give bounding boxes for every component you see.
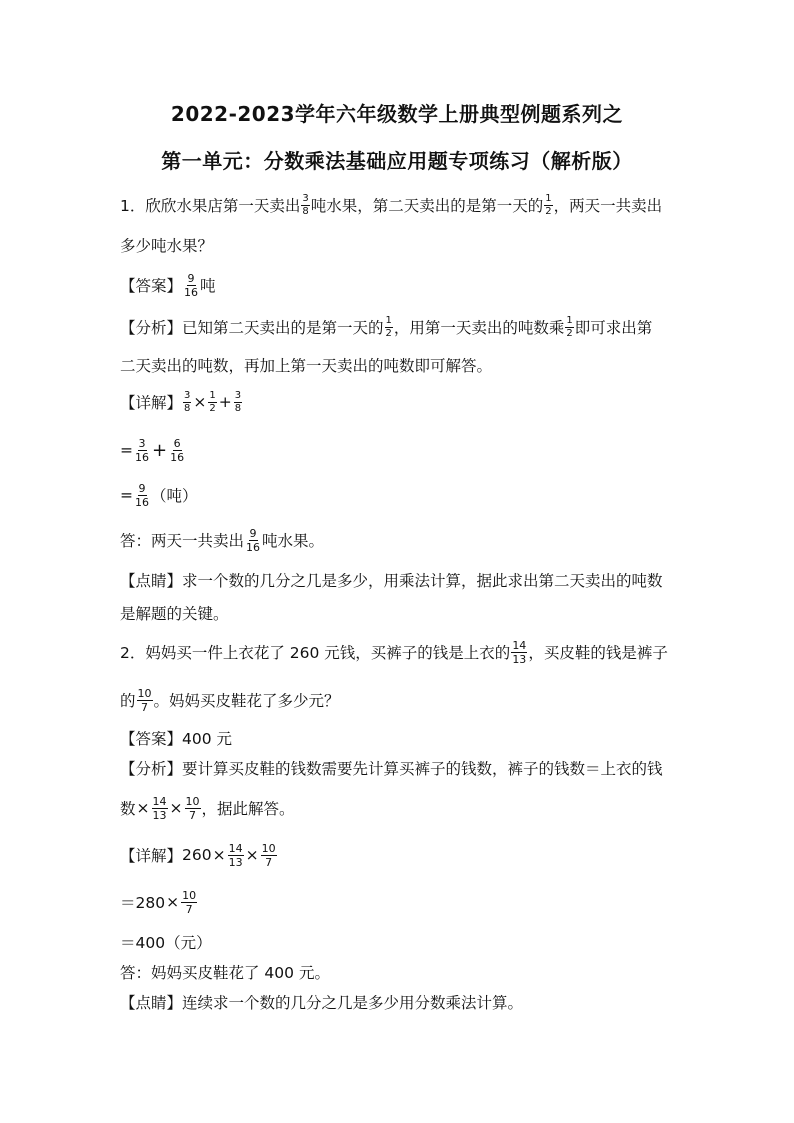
q2-answer-label: 【答案】 [120, 730, 183, 748]
q2-point [120, 982, 523, 1022]
q1-detail-times: × [193, 393, 207, 411]
q2-step2-fraction: $\frac{10}{7}$ [182, 888, 197, 916]
q2-answer-text: 400 元 [182, 730, 233, 748]
q1-step2-fraction-1: $\frac{3}{16}$ [135, 436, 149, 464]
q2-step3: ＝400（元） [120, 934, 212, 952]
page-title-line1: 2022-2023学年六年级数学上册典型例题系列之 [170, 102, 624, 126]
page-title-line2: 第一单元：分数乘法基础应用题专项练习（解析版） [161, 149, 633, 173]
q2-detail-times-2: × [245, 846, 259, 864]
q2-text-a: 2．妈妈买一件上衣花了 260 元钱，买裤子的钱是上衣的 [120, 644, 511, 662]
q2-text-d: 。妈妈买皮鞋花了多少元？ [153, 692, 340, 710]
q1-analysis-fraction-2: $\frac{1}{2}$ [566, 314, 573, 339]
q1-detail-label: 【详解】 [120, 394, 183, 412]
q1-detail-fraction-3: $\frac{3}{8}$ [234, 389, 242, 414]
q1-reply [120, 520, 324, 560]
q1-step2-fraction-2: $\frac{6}{16}$ [170, 436, 185, 464]
q2-analysis-fraction-2: $\frac{10}{7}$ [185, 794, 200, 822]
q2-detail-times-1: × [212, 846, 226, 864]
q1-point-a: 求一个数的几分之几是多少，用乘法计算，据此求出第二天卖出的吨数 [182, 572, 663, 590]
q2-analysis-line2 [120, 788, 295, 828]
q2-analysis-label: 【分析】 [120, 760, 183, 778]
q1-analysis-a: 已知第二天卖出的是第一天的 [182, 319, 384, 337]
q1-step3 [120, 475, 198, 515]
q1-point-label: 【点睛】 [120, 572, 183, 590]
q1-question-line1 [120, 185, 662, 225]
q1-step3-fraction: $\frac{9}{16}$ [135, 481, 149, 509]
q2-detail-fraction-2: $\frac{10}{7}$ [261, 841, 276, 869]
q1-reply-b: 吨水果。 [262, 532, 325, 550]
q1-fraction-1: $\frac{3}{8}$ [302, 192, 309, 217]
q1-reply-a: 答：两天一共卖出 [120, 532, 245, 550]
q2-point-label: 【点睛】 [120, 994, 183, 1012]
q1-step3-unit: （吨） [151, 487, 198, 505]
q1-text-a: 1．欣欣水果店第一天卖出 [120, 197, 301, 215]
q2-step2-times: × [166, 893, 180, 911]
q1-reply-fraction: $\frac{9}{16}$ [246, 526, 261, 554]
q2-detail-a: 260 [182, 846, 212, 864]
q2-analysis-line1 [120, 748, 663, 788]
q2-reply: 答：妈妈买皮鞋花了 400 元。 [120, 964, 330, 982]
q1-answer-unit: 吨 [200, 277, 216, 295]
q1-question-line2: 多少吨水果？ [120, 237, 214, 255]
q2-text-c: 的 [120, 692, 136, 710]
q1-analysis-line2: 二天卖出的吨数，再加上第一天卖出的吨数即可解答。 [120, 357, 493, 375]
q1-detail-line1 [120, 382, 243, 422]
q2-analysis-fraction-1: $\frac{14}{13}$ [152, 794, 167, 822]
q2-point-a: 连续求一个数的几分之几是多少用分数乘法计算。 [182, 994, 524, 1012]
q1-fraction-2: $\frac{1}{2}$ [545, 192, 552, 217]
q2-analysis-c: ，据此解答。 [201, 800, 295, 818]
q2-fraction-1: $\frac{14}{13}$ [512, 638, 527, 666]
q1-text-c: ，两天一共卖出 [553, 197, 663, 215]
q2-analysis-a: 要计算买皮鞋的钱数需要先计算买裤子的钱数，裤子的钱数＝上衣的钱 [182, 760, 663, 778]
q1-answer-label: 【答案】 [120, 277, 183, 295]
q1-point-line2: 是解题的关键。 [120, 605, 229, 623]
q2-detail-line1 [120, 835, 278, 875]
q1-text-b: 吨水果，第二天卖出的是第一天的 [310, 197, 544, 215]
q2-text-b: ，买皮鞋的钱是裤子 [528, 644, 668, 662]
q2-question-line2 [120, 680, 340, 720]
q1-analysis-fraction-1: $\frac{1}{2}$ [385, 314, 392, 339]
q1-analysis-line1 [120, 307, 652, 347]
q1-detail-fraction-1: $\frac{3}{8}$ [184, 389, 191, 414]
q1-step3-eq: = [120, 486, 133, 504]
q1-detail-plus: + [218, 393, 232, 411]
q1-step2-plus: + [152, 439, 168, 461]
q1-step2 [120, 430, 186, 470]
q1-analysis-c: 即可求出第 [574, 319, 653, 337]
q2-step2 [120, 882, 198, 922]
q2-fraction-2: $\frac{10}{7}$ [137, 686, 152, 714]
q1-answer [120, 265, 216, 305]
q2-step2-a: ＝280 [120, 894, 166, 912]
q2-detail-fraction-1: $\frac{14}{13}$ [228, 841, 243, 869]
q2-analysis-times-2: × [169, 799, 183, 817]
q2-question-line1 [120, 632, 668, 672]
q2-analysis-times-1: × [136, 799, 150, 817]
q1-answer-fraction: $\frac{9}{16}$ [184, 271, 199, 299]
q1-detail-fraction-2: $\frac{1}{2}$ [209, 389, 216, 414]
q2-detail-label: 【详解】 [120, 847, 183, 865]
q2-analysis-b: 数 [120, 800, 136, 818]
q1-analysis-label: 【分析】 [120, 319, 183, 337]
q1-analysis-b: ，用第一天卖出的吨数乘 [393, 319, 565, 337]
q1-step2-eq: = [120, 441, 133, 459]
